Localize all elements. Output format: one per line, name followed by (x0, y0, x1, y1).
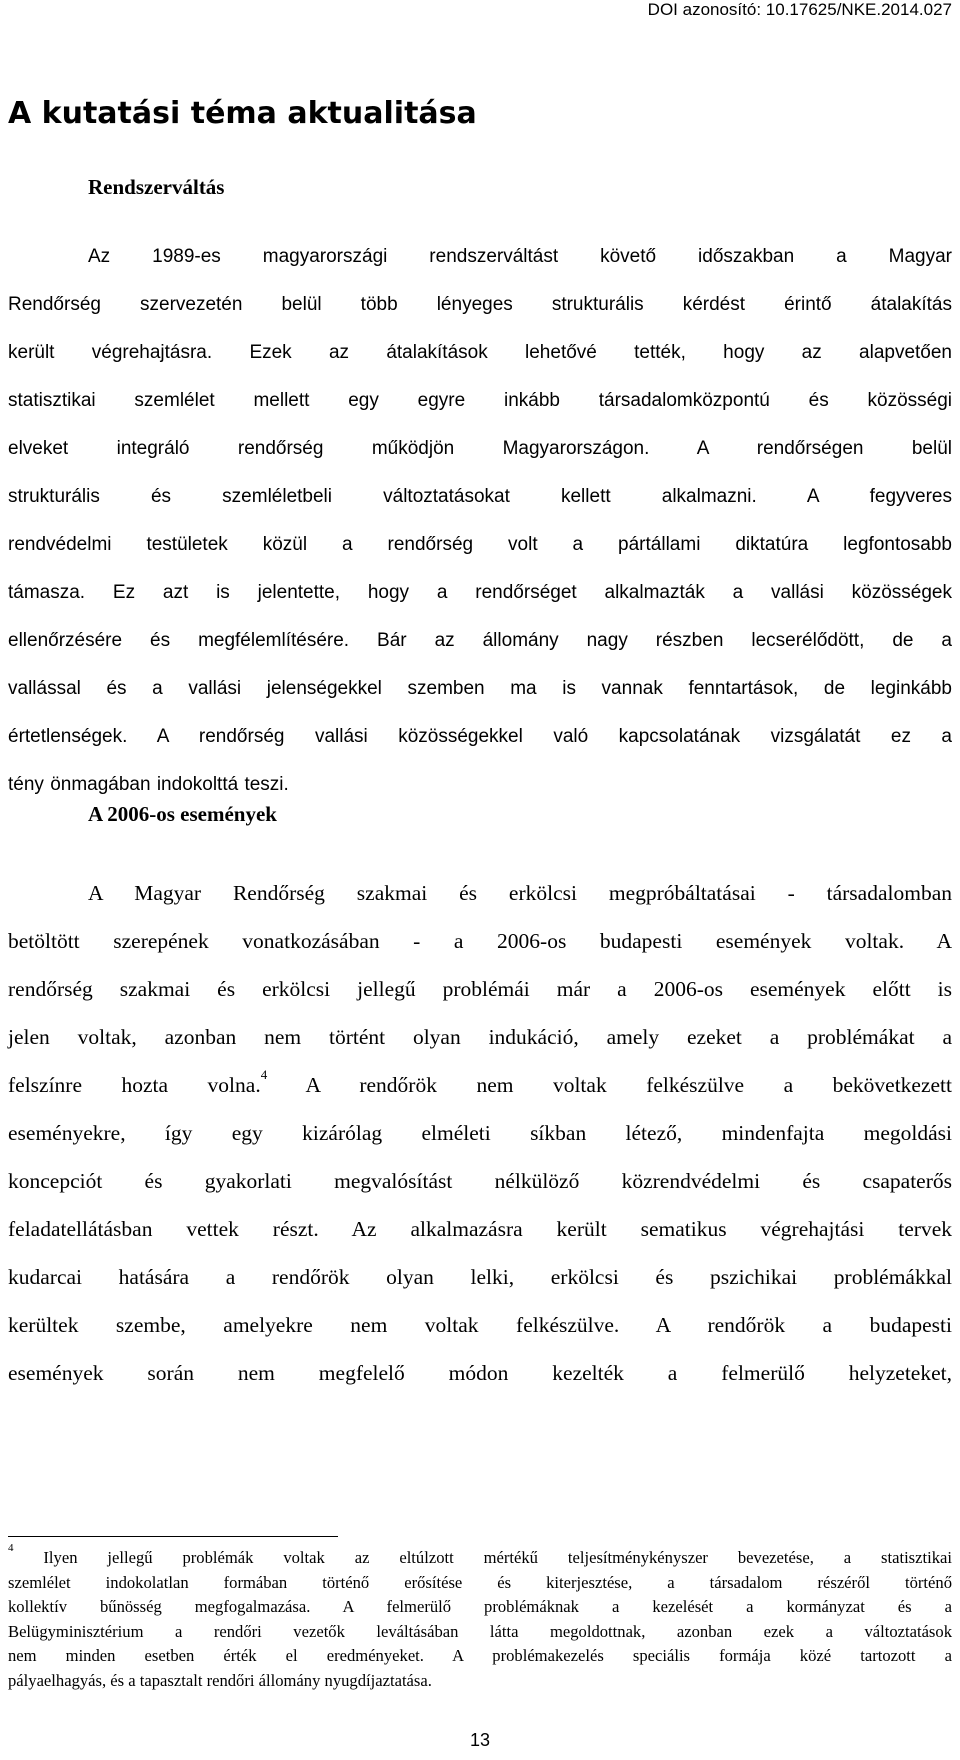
text-line: rendvédelmi testületek közül a rendőrség volt a pártállami diktatúra legfontosabb (8, 534, 952, 555)
doi-identifier: DOI azonosító: 10.17625/NKE.2014.027 (647, 0, 952, 19)
text-line: események során nem megfelelő módon kezelték a felmerülő helyzeteket, (8, 1361, 952, 1385)
text-line: vallással és a vallási jelenségekkel szemben ma is vannak fenntartások, de leginkább (8, 678, 952, 699)
text-line: kudarcai hatására a rendőrök olyan lelki, erkölcsi és pszichikai problémákkal (8, 1265, 952, 1289)
text-line: eseményekre, így egy kizárólag elméleti síkban létező, mindenfajta megoldási (8, 1121, 952, 1145)
footnote-line: szemlélet indokolatlan formában történő erősítése és kiterjesztése, a társadalom részéről történő (8, 1572, 952, 1592)
section-heading-rendszervaltas: Rendszerváltás (88, 175, 225, 199)
footnote-line: nem minden esetben érték el eredményeket. A problémakezelés speciális formája közé tartozott a (8, 1646, 952, 1665)
text-line: elveket integráló rendőrség működjön Magyarországon. A rendőrségen belül (8, 438, 952, 459)
paragraph-rendszervaltas (8, 233, 952, 809)
text-segment: A rendőrök nem voltak felkészülve a bekövetkezett (267, 1073, 952, 1097)
text-line: A Magyar Rendőrség szakmai és erkölcsi megpróbáltatásai - társadalomban (88, 881, 952, 905)
text-line: Az 1989-es magyarországi rendszerváltást követő időszakban a Magyar (88, 246, 952, 267)
footnote-line: kollektív bűnösség megfogalmazása. A felmerülő problémáknak a kezelését a kormányzat és a (8, 1597, 952, 1616)
text-line: Rendőrség szervezetén belül több lényeges strukturális kérdést érintő átalakítás (8, 294, 952, 315)
section-heading-2006: A 2006-os események (88, 802, 277, 826)
footnote-number: 4 (8, 1542, 14, 1554)
footnote-line: pályaelhagyás, és a tapasztalt rendőri állomány nyugdíjaztatása. (8, 1670, 432, 1690)
text-line: jelen voltak, azonban nem történt olyan indukáció, amely ezeket a problémákat a (8, 1025, 952, 1049)
text-line: tény önmagában indokolttá teszi. (8, 774, 289, 795)
text-line: ellenőrzésére és megfélemlítésére. Bár az állomány nagy részben lecserélődött, de a (8, 630, 952, 651)
text-line: került végrehajtásra. Ezek az átalakítások lehetővé tették, hogy az alapvetően (8, 342, 952, 363)
text-line: betöltött szerepének vonatkozásában - a 2006-os budapesti események voltak. A (8, 929, 952, 953)
text-line: kerültek szembe, amelyekre nem voltak felkészülve. A rendőrök a budapesti (8, 1313, 952, 1337)
text-segment: felszínre hozta volna. (8, 1073, 261, 1097)
text-line: strukturális és szemléletbeli változtatásokat kellett alkalmazni. A fegyveres (8, 486, 952, 507)
footnote-line: Belügyminisztérium a rendőri vezetők leváltásában látta megoldottnak, azonban ezek a változtatások (8, 1621, 952, 1641)
footnote-line (8, 1542, 952, 1571)
text-line: támasza. Ez azt is jelentette, hogy a rendőrséget alkalmazták a vallási közösségek (8, 582, 952, 603)
text-line: értetlenségek. A rendőrség vallási közösségekkel való kapcsolatának vizsgálatát ez a (8, 726, 952, 747)
paragraph-2006 (8, 869, 952, 1397)
footnote (8, 1542, 952, 1693)
footnote-reference[interactable]: 4 (260, 1067, 268, 1082)
text-line: statisztikai szemlélet mellett egy egyre inkább társadalomközpontú és közösségi (8, 390, 952, 411)
text-line: feladatellátásban vettek részt. Az alkalmazásra került sematikus végrehajtási tervek (8, 1217, 952, 1241)
page-title: A kutatási téma aktualitása (8, 96, 477, 131)
text-segment: Ilyen jellegű problémák voltak az eltúlzott mértékű teljesítménykényszer bevezetése, a statisztikai (13, 1548, 952, 1567)
text-line (8, 1061, 952, 1109)
footnote-separator (8, 1536, 338, 1537)
page-number: 13 (469, 1730, 491, 1750)
text-line: koncepciót és gyakorlati megvalósítást nélkülöző közrendvédelmi és csapaterős (8, 1169, 952, 1193)
text-line: rendőrség szakmai és erkölcsi jellegű problémái már a 2006-os események előtt is (8, 977, 952, 1001)
